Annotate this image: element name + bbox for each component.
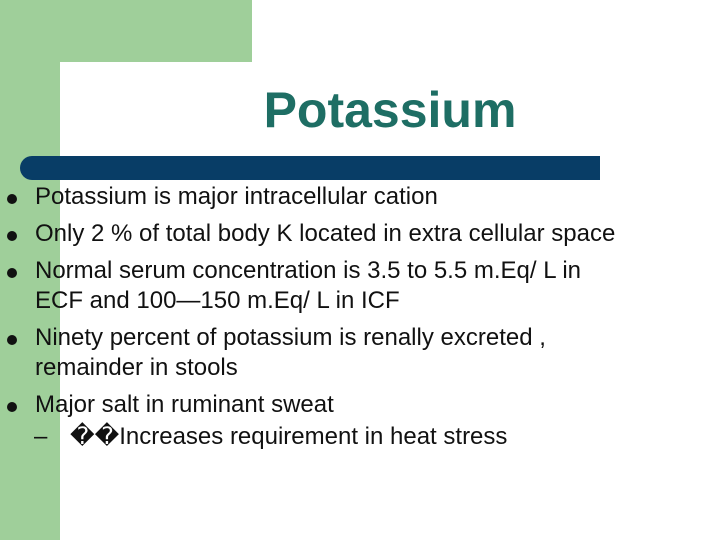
bullet-text: Potassium is major intracellular cation [35,183,438,210]
sub-bullet-dash: – [34,423,48,450]
bullet-item [0,256,720,316]
title-divider-bar [20,156,600,180]
slide-title: Potassium [263,82,517,138]
bullet-dot-icon [7,194,17,204]
bullet-text-continuation: remainder in stools [35,354,238,381]
bullet-text: Major salt in ruminant sweat [35,391,334,418]
bullet-dot-icon [7,335,17,345]
bullet-item [0,323,720,383]
bullet-dot-icon [7,402,17,412]
bullet-list [0,182,720,452]
sub-bullet-item [0,422,720,452]
bullet-item [0,390,720,420]
bullet-text-continuation: ECF and 100—150 m.Eq/ L in ICF [35,287,400,314]
bullet-text: Ninety percent of potassium is renally excreted , [35,324,546,351]
bullet-item [0,182,720,212]
bullet-text: Normal serum concentration is 3.5 to 5.5 m.Eq/ L in [35,257,582,284]
bullet-dot-icon [7,231,17,241]
bullet-item [0,219,720,249]
sub-bullet-text: ��Increases requirement in heat stress [70,423,508,450]
top-green-block [60,0,252,62]
corner-curve [60,62,100,102]
bullet-dot-icon [7,268,17,278]
bullet-text: Only 2 % of total body K located in extra cellular space [35,220,616,247]
